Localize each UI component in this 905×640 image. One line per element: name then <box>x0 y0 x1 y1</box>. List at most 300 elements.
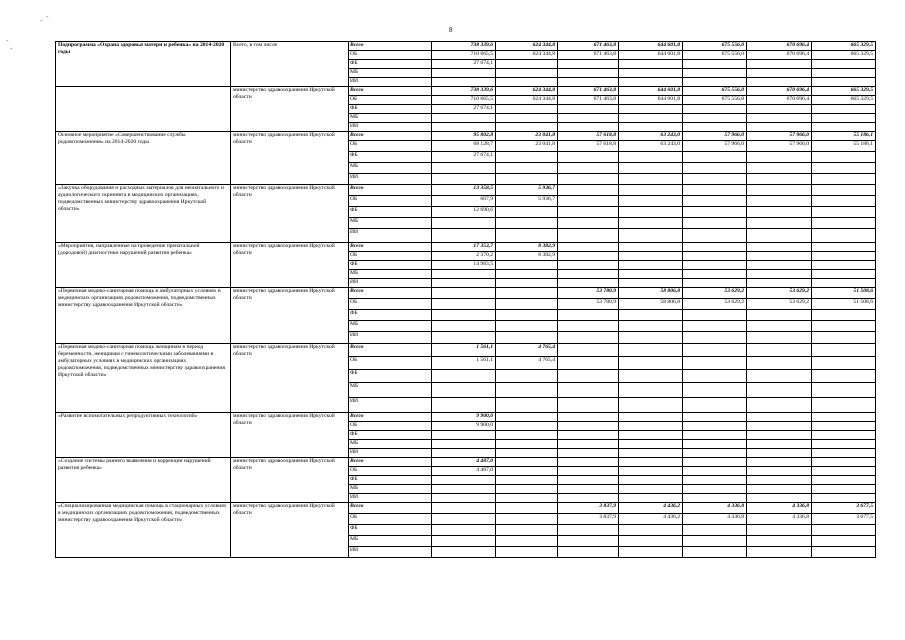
amount-cell <box>558 174 619 185</box>
amount-cell <box>619 185 683 196</box>
scan-mark: - <box>10 44 13 53</box>
amount-cell: 68 128,7 <box>432 141 496 152</box>
amount-cell <box>496 174 558 185</box>
table-row <box>56 288 876 299</box>
table-row <box>56 42 876 51</box>
amount-cell: 53 629,2 <box>683 288 747 299</box>
amount-cell <box>619 152 683 163</box>
amount-cell: 57 966,0 <box>683 141 747 152</box>
amount-cell: 675 556,0 <box>683 96 747 105</box>
amount-cell: 665 329,5 <box>812 87 876 96</box>
responsible-executor: Всего, в том числе <box>231 42 349 87</box>
amount-cell <box>683 279 747 288</box>
amount-cell <box>558 440 619 449</box>
amount-cell <box>683 413 747 422</box>
amount-cell: 670 696,4 <box>747 96 812 105</box>
amount-cell <box>558 383 619 398</box>
amount-cell: 3 677,5 <box>812 514 876 525</box>
activity-name: «Мероприятия, направленные на проведение пренатальной (дородовой) диагностики нарушений развития ребенка» <box>56 243 231 288</box>
amount-cell: 58 806,8 <box>619 288 683 299</box>
amount-cell <box>558 332 619 344</box>
funding-source: ОБ <box>349 467 432 476</box>
amount-cell <box>747 431 812 440</box>
funding-source: ИИ <box>349 449 432 458</box>
amount-cell <box>812 261 876 270</box>
funding-source: Всего <box>349 413 432 422</box>
amount-cell <box>619 60 683 69</box>
amount-cell <box>558 449 619 458</box>
amount-cell <box>496 123 558 132</box>
amount-cell: 4 765,4 <box>496 344 558 357</box>
amount-cell <box>683 78 747 87</box>
amount-cell <box>558 270 619 279</box>
amount-cell <box>683 332 747 344</box>
amount-cell <box>812 431 876 440</box>
funding-source: ИИ <box>349 123 432 132</box>
amount-cell <box>496 398 558 413</box>
amount-cell <box>747 485 812 494</box>
amount-cell <box>496 440 558 449</box>
amount-cell <box>619 123 683 132</box>
amount-cell <box>496 485 558 494</box>
amount-cell <box>812 413 876 422</box>
amount-cell: 4 336,8 <box>747 514 812 525</box>
funding-source: ОБ <box>349 196 432 207</box>
amount-cell <box>619 218 683 229</box>
amount-cell: 675 556,0 <box>683 87 747 96</box>
amount-cell <box>558 310 619 321</box>
amount-cell: 57 966,0 <box>747 141 812 152</box>
amount-cell: 624 344,8 <box>496 96 558 105</box>
amount-cell <box>619 449 683 458</box>
amount-cell: 9 900,0 <box>432 422 496 431</box>
amount-cell: 95 802,8 <box>432 132 496 141</box>
amount-cell <box>683 207 747 218</box>
amount-cell <box>496 288 558 299</box>
amount-cell <box>747 163 812 174</box>
amount-cell <box>432 310 496 321</box>
amount-cell <box>432 114 496 123</box>
amount-cell <box>432 485 496 494</box>
amount-cell: 4 336,8 <box>683 503 747 514</box>
amount-cell <box>619 270 683 279</box>
amount-cell <box>683 476 747 485</box>
amount-cell <box>432 503 496 514</box>
funding-source: ОБ <box>349 96 432 105</box>
amount-cell <box>619 458 683 467</box>
table-row <box>56 458 876 467</box>
amount-cell <box>812 105 876 114</box>
amount-cell <box>747 458 812 467</box>
amount-cell <box>747 60 812 69</box>
funding-source: МБ <box>349 218 432 229</box>
amount-cell <box>812 449 876 458</box>
funding-source: Всего <box>349 87 432 96</box>
amount-cell: 5 936,7 <box>496 196 558 207</box>
amount-cell <box>747 114 812 123</box>
amount-cell <box>496 476 558 485</box>
amount-cell <box>619 163 683 174</box>
amount-cell <box>496 332 558 344</box>
amount-cell <box>619 370 683 383</box>
amount-cell <box>683 310 747 321</box>
amount-cell <box>812 467 876 476</box>
amount-cell: 3 677,5 <box>812 503 876 514</box>
amount-cell: 665 329,5 <box>812 42 876 51</box>
amount-cell <box>619 440 683 449</box>
amount-cell <box>812 310 876 321</box>
amount-cell: 644 601,8 <box>619 96 683 105</box>
amount-cell <box>496 279 558 288</box>
amount-cell: 670 696,4 <box>747 51 812 60</box>
amount-cell <box>812 163 876 174</box>
responsible-executor: министерство здравоохранения Иркутской области <box>231 185 349 243</box>
amount-cell <box>619 398 683 413</box>
amount-cell: 1 561,1 <box>432 344 496 357</box>
funding-source: Всего <box>349 503 432 514</box>
amount-cell <box>432 78 496 87</box>
amount-cell <box>496 422 558 431</box>
amount-cell <box>812 525 876 536</box>
amount-cell <box>812 383 876 398</box>
amount-cell <box>747 69 812 78</box>
amount-cell <box>432 218 496 229</box>
amount-cell <box>432 321 496 332</box>
amount-cell <box>558 207 619 218</box>
amount-cell <box>747 252 812 261</box>
amount-cell <box>558 536 619 547</box>
responsible-executor: министерство здравоохранения Иркутской области <box>231 458 349 503</box>
funding-source: ФБ <box>349 370 432 383</box>
amount-cell <box>747 536 812 547</box>
responsible-executor: министерство здравоохранения Иркутской области <box>231 413 349 458</box>
amount-cell <box>558 476 619 485</box>
amount-cell <box>747 196 812 207</box>
amount-cell <box>619 114 683 123</box>
table-row <box>56 413 876 422</box>
amount-cell: 670 696,4 <box>747 42 812 51</box>
amount-cell <box>683 525 747 536</box>
amount-cell <box>558 279 619 288</box>
funding-source: ФБ <box>349 310 432 321</box>
amount-cell <box>496 514 558 525</box>
amount-cell <box>683 494 747 503</box>
amount-cell <box>683 321 747 332</box>
amount-cell <box>619 494 683 503</box>
funding-source: МБ <box>349 536 432 547</box>
amount-cell <box>619 485 683 494</box>
amount-cell <box>812 357 876 370</box>
amount-cell <box>619 105 683 114</box>
funding-source: ОБ <box>349 141 432 152</box>
amount-cell <box>812 123 876 132</box>
amount-cell <box>432 547 496 558</box>
amount-cell <box>619 78 683 87</box>
amount-cell <box>619 207 683 218</box>
funding-source: ОБ <box>349 357 432 370</box>
funding-source: ОБ <box>349 299 432 310</box>
page-number: 8 <box>449 26 453 34</box>
amount-cell <box>683 229 747 243</box>
funding-source: МБ <box>349 163 432 174</box>
amount-cell: 738 339,6 <box>432 42 496 51</box>
amount-cell <box>558 229 619 243</box>
amount-cell: 57 618,8 <box>558 141 619 152</box>
amount-cell <box>558 494 619 503</box>
amount-cell: 4 336,8 <box>747 503 812 514</box>
amount-cell <box>496 467 558 476</box>
amount-cell <box>558 547 619 558</box>
amount-cell <box>619 383 683 398</box>
amount-cell <box>432 449 496 458</box>
amount-cell <box>432 174 496 185</box>
amount-cell <box>619 332 683 344</box>
amount-cell: 710 665,5 <box>432 96 496 105</box>
amount-cell <box>558 458 619 467</box>
amount-cell: 53 629,2 <box>683 299 747 310</box>
amount-cell <box>432 229 496 243</box>
amount-cell: 3 837,9 <box>558 503 619 514</box>
amount-cell: 13 358,5 <box>432 185 496 196</box>
amount-cell: 23 041,8 <box>496 132 558 141</box>
amount-cell: 53 629,2 <box>747 288 812 299</box>
amount-cell: 14 983,5 <box>432 261 496 270</box>
amount-cell <box>496 299 558 310</box>
amount-cell <box>812 270 876 279</box>
amount-cell <box>558 218 619 229</box>
amount-cell: 5 936,7 <box>496 185 558 196</box>
funding-source: ИИ <box>349 78 432 87</box>
funding-source: ФБ <box>349 207 432 218</box>
amount-cell <box>496 261 558 270</box>
amount-cell <box>558 123 619 132</box>
amount-cell <box>683 344 747 357</box>
amount-cell <box>683 270 747 279</box>
amount-cell <box>619 279 683 288</box>
funding-source: ФБ <box>349 105 432 114</box>
amount-cell <box>683 383 747 398</box>
amount-cell <box>683 357 747 370</box>
amount-cell <box>747 476 812 485</box>
amount-cell <box>747 440 812 449</box>
amount-cell <box>747 207 812 218</box>
amount-cell <box>558 163 619 174</box>
funding-source: ФБ <box>349 60 432 69</box>
amount-cell <box>812 476 876 485</box>
table-row <box>56 87 876 96</box>
amount-cell <box>432 431 496 440</box>
amount-cell <box>683 174 747 185</box>
amount-cell <box>812 344 876 357</box>
amount-cell <box>747 105 812 114</box>
funding-table <box>55 41 876 558</box>
scan-mark: - <box>40 16 43 25</box>
amount-cell <box>812 207 876 218</box>
amount-cell <box>432 494 496 503</box>
amount-cell <box>683 69 747 78</box>
amount-cell <box>496 270 558 279</box>
amount-cell <box>812 218 876 229</box>
amount-cell <box>812 398 876 413</box>
amount-cell <box>496 163 558 174</box>
amount-cell <box>683 458 747 467</box>
amount-cell <box>496 207 558 218</box>
amount-cell <box>747 494 812 503</box>
activity-name: «Создание системы раннего выявления и коррекции нарушений развития ребенка» <box>56 458 231 503</box>
funding-source: ИИ <box>349 279 432 288</box>
funding-source: ФБ <box>349 431 432 440</box>
amount-cell: 4 336,8 <box>683 514 747 525</box>
amount-cell <box>683 114 747 123</box>
table-row <box>56 185 876 196</box>
amount-cell <box>812 252 876 261</box>
amount-cell <box>432 383 496 398</box>
amount-cell <box>747 78 812 87</box>
amount-cell <box>747 279 812 288</box>
amount-cell <box>558 525 619 536</box>
amount-cell <box>812 196 876 207</box>
amount-cell: 644 601,8 <box>619 42 683 51</box>
amount-cell <box>683 485 747 494</box>
amount-cell <box>683 547 747 558</box>
amount-cell <box>558 431 619 440</box>
amount-cell <box>432 69 496 78</box>
funding-source: Всего <box>349 344 432 357</box>
amount-cell <box>432 288 496 299</box>
amount-cell: 58 806,8 <box>619 299 683 310</box>
amount-cell <box>432 270 496 279</box>
funding-source: ФБ <box>349 525 432 536</box>
activity-name: «Первичная медико-санитарная помощь в амбулаторных условиях в медицинских организациях родовспоможения, подведомственных министерству здравоохранения Иркутской области» <box>56 288 231 344</box>
amount-cell: 4 487,0 <box>432 467 496 476</box>
amount-cell: 51 508,6 <box>812 299 876 310</box>
responsible-executor: министерство здравоохранения Иркутской области <box>231 132 349 185</box>
funding-source: ОБ <box>349 514 432 525</box>
amount-cell: 51 508,6 <box>812 288 876 299</box>
amount-cell <box>683 105 747 114</box>
amount-cell: 63 243,0 <box>619 141 683 152</box>
amount-cell: 671 463,8 <box>558 87 619 96</box>
responsible-executor: министерство здравоохранения Иркутской области <box>231 87 349 132</box>
funding-source: Всего <box>349 288 432 299</box>
amount-cell <box>496 525 558 536</box>
funding-source: Всего <box>349 458 432 467</box>
amount-cell <box>812 243 876 252</box>
amount-cell <box>747 229 812 243</box>
funding-source: ИИ <box>349 174 432 185</box>
amount-cell: 675 556,0 <box>683 42 747 51</box>
amount-cell <box>812 174 876 185</box>
amount-cell: 8 382,9 <box>496 252 558 261</box>
amount-cell: 644 601,8 <box>619 87 683 96</box>
amount-cell: 27 674,1 <box>432 60 496 69</box>
amount-cell <box>812 114 876 123</box>
amount-cell <box>619 174 683 185</box>
amount-cell <box>496 78 558 87</box>
funding-source: ИИ <box>349 398 432 413</box>
amount-cell <box>496 413 558 422</box>
amount-cell <box>558 78 619 87</box>
amount-cell <box>812 440 876 449</box>
amount-cell <box>683 152 747 163</box>
amount-cell <box>432 163 496 174</box>
amount-cell <box>496 503 558 514</box>
amount-cell <box>496 449 558 458</box>
activity-name: «Первичная медико-санитарная помощь женщинам в период беременности, женщинам с гинекологическими заболеваниями в амбулаторных условиях в медицинских организациях родовспоможения, подведомственных министерству здравоохранения Иркутской области» <box>56 344 231 413</box>
amount-cell: 57 618,8 <box>558 132 619 141</box>
amount-cell <box>432 440 496 449</box>
amount-cell <box>496 218 558 229</box>
amount-cell <box>747 357 812 370</box>
amount-cell: 667,9 <box>432 196 496 207</box>
amount-cell <box>432 332 496 344</box>
amount-cell <box>812 458 876 467</box>
amount-cell <box>683 123 747 132</box>
amount-cell <box>683 218 747 229</box>
amount-cell <box>619 357 683 370</box>
amount-cell <box>496 60 558 69</box>
funding-source: МБ <box>349 485 432 494</box>
amount-cell: 671 463,8 <box>558 42 619 51</box>
amount-cell <box>747 449 812 458</box>
amount-cell <box>683 252 747 261</box>
funding-source: МБ <box>349 114 432 123</box>
amount-cell <box>432 525 496 536</box>
amount-cell <box>558 105 619 114</box>
table-row <box>56 132 876 141</box>
amount-cell: 8 382,9 <box>496 243 558 252</box>
amount-cell <box>558 196 619 207</box>
amount-cell <box>683 536 747 547</box>
amount-cell <box>432 123 496 132</box>
amount-cell <box>558 185 619 196</box>
amount-cell <box>432 514 496 525</box>
funding-source: ОБ <box>349 252 432 261</box>
amount-cell <box>619 310 683 321</box>
activity-name: «Специализированная медицинская помощь в стационарных условиях в медицинских организациях родовспоможения, подведомственных министерству здравоохранения Иркутской области» <box>56 503 231 558</box>
amount-cell <box>496 494 558 503</box>
amount-cell <box>747 413 812 422</box>
amount-cell <box>683 196 747 207</box>
funding-source: МБ <box>349 69 432 78</box>
amount-cell <box>619 431 683 440</box>
amount-cell <box>558 60 619 69</box>
amount-cell <box>496 152 558 163</box>
funding-source: ОБ <box>349 51 432 60</box>
amount-cell <box>812 494 876 503</box>
amount-cell <box>496 105 558 114</box>
amount-cell <box>558 114 619 123</box>
amount-cell <box>496 310 558 321</box>
amount-cell <box>747 422 812 431</box>
funding-source: Всего <box>349 132 432 141</box>
amount-cell <box>812 332 876 344</box>
amount-cell: 624 344,8 <box>496 87 558 96</box>
amount-cell <box>812 321 876 332</box>
amount-cell <box>496 69 558 78</box>
activity-name: Подпрограмма «Охрана здоровья матери и ребенка» на 2014-2020 годы <box>56 42 231 87</box>
amount-cell: 4 487,0 <box>432 458 496 467</box>
funding-source: ОБ <box>349 422 432 431</box>
table-row <box>56 243 876 252</box>
activity-name <box>56 87 231 132</box>
amount-cell <box>683 243 747 252</box>
amount-cell <box>432 476 496 485</box>
amount-cell: 738 339,6 <box>432 87 496 96</box>
funding-source: МБ <box>349 383 432 398</box>
amount-cell <box>619 321 683 332</box>
amount-cell <box>812 279 876 288</box>
